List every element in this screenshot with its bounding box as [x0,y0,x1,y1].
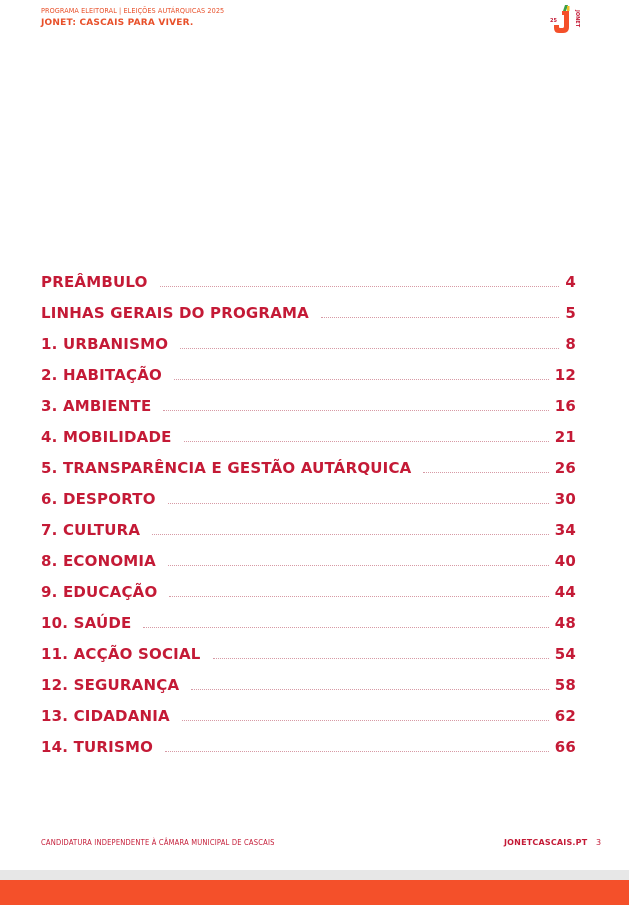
toc-dot-leader [423,472,548,473]
toc-dot-leader [182,720,549,721]
toc-entry-label: 9. EDUCAÇÃO [41,583,158,601]
toc-entry-page: 54 [554,645,576,663]
logo-vertical-text: JONET [574,10,580,28]
toc-entry[interactable] [41,570,576,601]
toc-dot-leader [174,379,549,380]
toc-dot-leader [152,534,549,535]
toc-entry-label: 4. MOBILIDADE [41,428,172,446]
toc-entry-label: 5. TRANSPARÊNCIA E GESTÃO AUTÁRQUICA [41,459,412,477]
toc-entry-page: 58 [554,676,576,694]
toc-entry-label: 6. DESPORTO [41,490,156,508]
toc-entry[interactable] [41,291,576,322]
toc-entry-page: 8 [565,335,576,353]
slogan: JONET: CASCAIS PARA VIVER. [41,18,194,28]
toc-entry-label: 10. SAÚDE [41,614,132,632]
toc-entry[interactable] [41,353,576,384]
toc-entry[interactable] [41,446,576,477]
page-number: 3 [596,838,602,847]
toc-entry-page: 40 [554,552,576,570]
toc-entry[interactable] [41,322,576,353]
toc-entry-label: 12. SEGURANÇA [41,676,180,694]
toc-dot-leader [168,503,549,504]
logo-small-text: 25 [550,18,557,24]
footer-website-link[interactable]: JONETCASCAIS.PT [504,838,588,847]
logo-yellow-mark [567,6,570,11]
page-header [41,6,224,28]
toc-entry-label: 1. URBANISMO [41,335,169,353]
toc-dot-leader [191,689,548,690]
toc-entry-page: 62 [554,707,576,725]
toc-entry-label: 14. TURISMO [41,738,154,756]
toc-entry[interactable] [41,508,576,539]
toc-entry-label: 3. AMBIENTE [41,397,152,415]
table-of-contents [41,260,576,756]
toc-entry[interactable] [41,725,576,756]
footer-candidature: CANDIDATURA INDEPENDENTE À CÂMARA MUNICIPAL DE CASCAIS [41,838,275,847]
toc-entry-page: 5 [565,304,576,322]
toc-entry-page: 44 [554,583,576,601]
toc-entry[interactable] [41,539,576,570]
toc-entry-label: PREÂMBULO [41,273,148,291]
toc-dot-leader [321,317,559,318]
toc-entry-page: 16 [554,397,576,415]
toc-entry[interactable] [41,694,576,725]
toc-dot-leader [168,565,549,566]
toc-entry[interactable] [41,384,576,415]
toc-entry[interactable] [41,260,576,291]
toc-entry-label: 8. ECONOMIA [41,552,156,570]
bottom-color-bar [0,880,629,905]
toc-entry[interactable] [41,601,576,632]
toc-dot-leader [213,658,549,659]
toc-dot-leader [165,751,549,752]
toc-entry-page: 4 [565,273,576,291]
toc-entry-page: 21 [554,428,576,446]
toc-entry-label: 11. ACÇÃO SOCIAL [41,645,201,663]
toc-entry-page: 26 [554,459,576,477]
toc-entry-label: 7. CULTURA [41,521,141,539]
toc-dot-leader [180,348,559,349]
toc-entry[interactable] [41,415,576,446]
bottom-gap [0,870,629,880]
toc-entry-label: 13. CIDADANIA [41,707,170,725]
toc-dot-leader [143,627,548,628]
toc-entry-page: 34 [554,521,576,539]
toc-entry-page: 66 [554,738,576,756]
toc-entry-label: 2. HABITAÇÃO [41,366,162,384]
toc-dot-leader [169,596,548,597]
toc-entry-page: 48 [554,614,576,632]
toc-entry-label: LINHAS GERAIS DO PROGRAMA [41,304,309,322]
toc-entry-page: 12 [554,366,576,384]
toc-dot-leader [184,441,549,442]
toc-dot-leader [163,410,548,411]
jonet-logo [548,4,578,34]
toc-entry-page: 30 [554,490,576,508]
toc-entry[interactable] [41,632,576,663]
toc-dot-leader [160,286,560,287]
toc-entry[interactable] [41,477,576,508]
toc-entry[interactable] [41,663,576,694]
program-line: PROGRAMA ELEITORAL | ELEIÇÕES AUTÁRQUICAS 2025 [41,6,225,15]
